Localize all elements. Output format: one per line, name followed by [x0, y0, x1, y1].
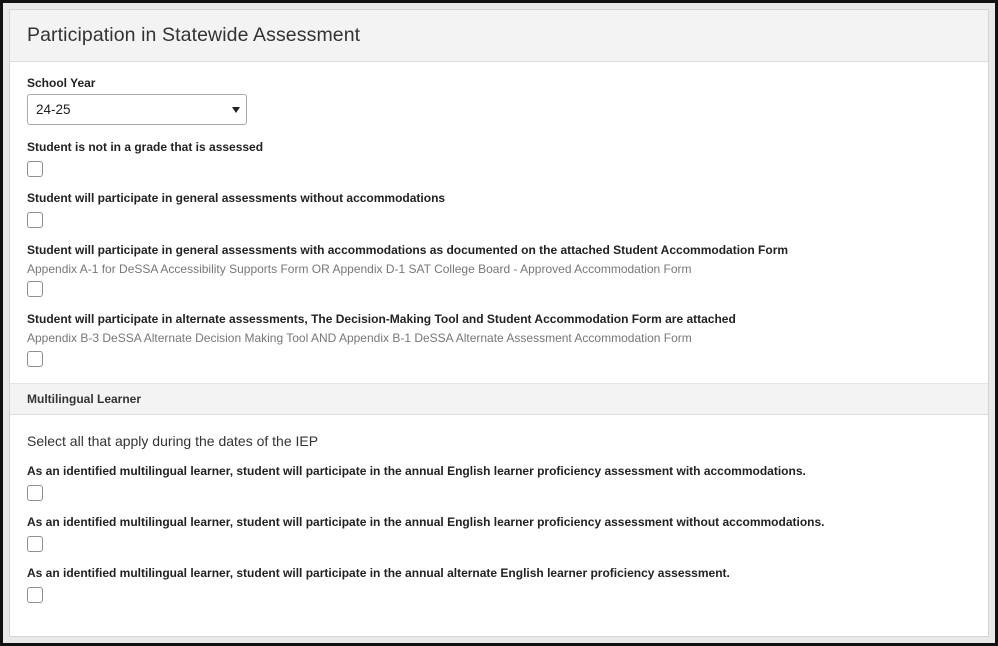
ml-option-alternate-checkbox[interactable] [27, 587, 43, 603]
option-alternate-subtext: Appendix B-3 DeSSA Alternate Decision Making Tool AND Appendix B-1 DeSSA Alternate Assessment Accommodation Form [27, 331, 692, 345]
ml-option-with-accommodations-label: As an identified multilingual learner, student will participate in the annual English learner proficiency assessment with accommodations. [27, 464, 806, 478]
chevron-down-icon [232, 107, 240, 113]
school-year-label: School Year [27, 76, 96, 90]
option-not-assessed-checkbox[interactable] [27, 161, 43, 177]
school-year-select[interactable] [27, 94, 247, 125]
option-general-no-accommodations-label: Student will participate in general assessments without accommodations [27, 191, 446, 205]
assessment-panel [9, 9, 989, 637]
option-general-with-accommodations-subtext: Appendix A-1 for DeSSA Accessibility Supports Form OR Appendix D-1 SAT College Board - Approved Accommodation Form [27, 262, 692, 276]
option-alternate-checkbox[interactable] [27, 351, 43, 367]
school-year-value: 24-25 [36, 102, 71, 117]
option-alternate-label: Student will participate in alternate assessments, The Decision-Making Tool and Student Accommodation Form are attached [27, 312, 736, 326]
option-general-with-accommodations-label: Student will participate in general assessments with accommodations as documented on the attached Student Accommodation Form [27, 243, 789, 257]
multilingual-section-header [10, 383, 988, 415]
ml-option-without-accommodations-checkbox[interactable] [27, 536, 43, 552]
option-general-no-accommodations-checkbox[interactable] [27, 212, 43, 228]
ml-option-with-accommodations-checkbox[interactable] [27, 485, 43, 501]
page-title: Participation in Statewide Assessment [27, 24, 361, 46]
panel-header [10, 10, 988, 62]
option-general-with-accommodations-checkbox[interactable] [27, 281, 43, 297]
ml-option-alternate-label: As an identified multilingual learner, student will participate in the annual alternate English learner proficiency assessment. [27, 566, 730, 580]
ml-option-without-accommodations-label: As an identified multilingual learner, student will participate in the annual English learner proficiency assessment without accommodations. [27, 515, 825, 529]
option-not-assessed-label: Student is not in a grade that is assessed [27, 140, 264, 154]
multilingual-section-title: Multilingual Learner [27, 392, 142, 406]
multilingual-instruction: Select all that apply during the dates of the IEP [27, 433, 319, 449]
